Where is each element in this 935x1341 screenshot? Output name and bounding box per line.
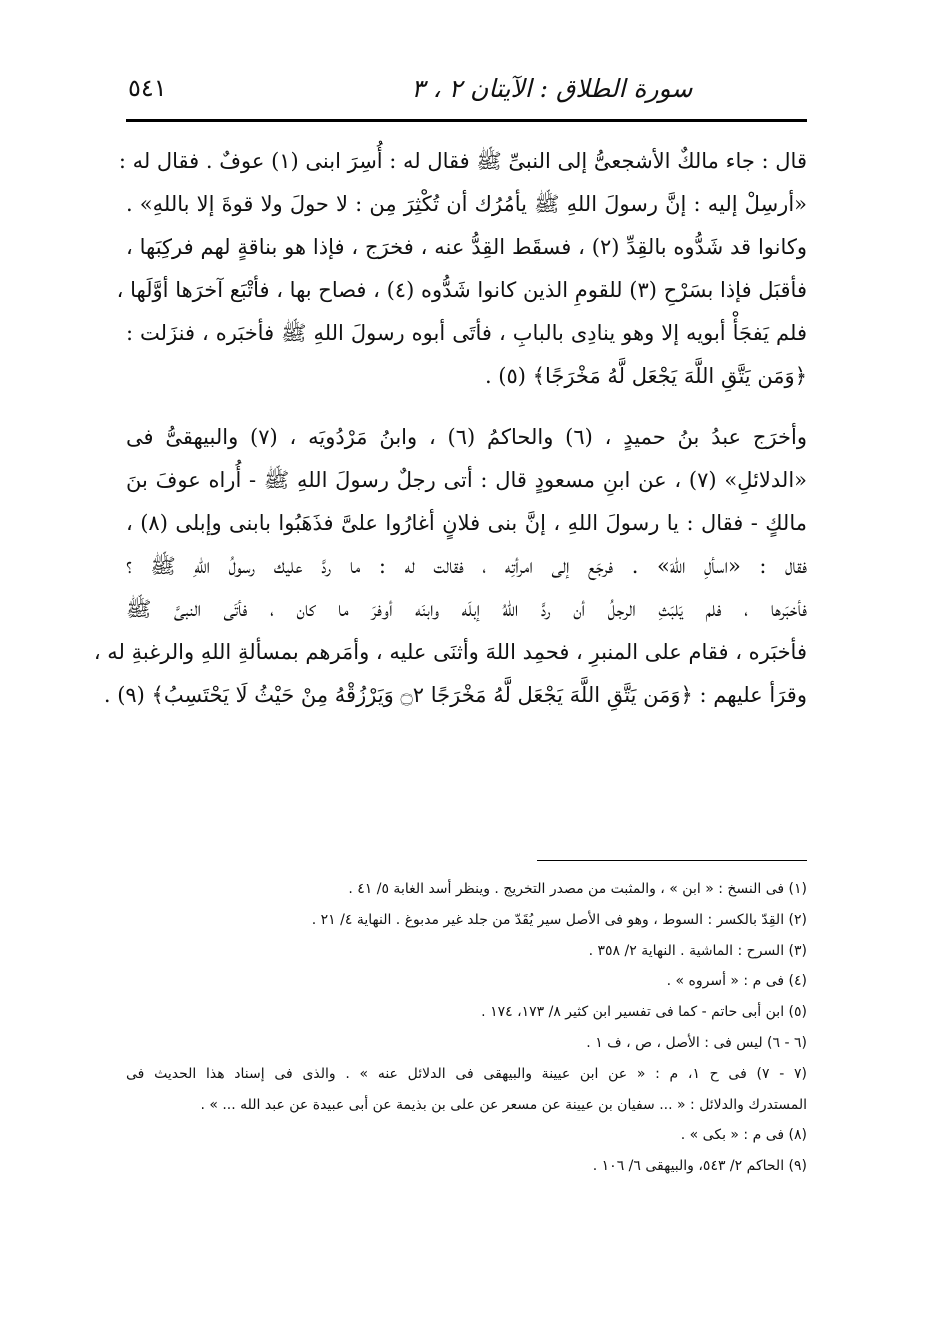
footnote-continuation: المستدرك والدلائل : « ... سفيان بن عيينة عن مسعر عن على بن بذيمة عن أبى عبيدة عن عبد الله ... » . (200, 1096, 807, 1113)
text-line: «أرسِلْ إليه : إنَّ رسولَ اللهِ ﷺ يأمُرُك أن تُكْثِرَ مِن : لا حولَ ولا قوةَ إلا باللهِ» . (126, 192, 807, 216)
text-line: فقال : «اسألِ اللهَ» . فرجَع إلى امرأتِه ، فقالت له : ما ردَّ عليك رسولُ اللهِ ﷺ ؟ (126, 554, 807, 578)
text-line: فأخبَره ، فقام على المنبرِ ، فحمِد اللهَ وأثنَى عليه ، وأمَرهم بمسألةِ اللهِ والرغبةِ له ، (93, 640, 807, 664)
text-line: وكانوا قد شَدُّوه بالقِدِّ (٢) ، فسقَط القِدُّ عنه ، فخرَج ، فإذا هو بناقةٍ لهم فركِبَها ، (126, 235, 808, 259)
text-line: فأقبَل فإذا بسَرْحِ (٣) للقومِ الذين كانوا شَدُّوه (٤) ، فصاح بها ، فأتْبَع آخرَها أوَّلَها ، (116, 278, 807, 302)
footnote: (٣) السرح : الماشية . النهاية ٢/ ٣٥٨ . (588, 942, 807, 959)
footnote: (٥) ابن أبى حاتم - كما فى تفسير ابن كثير ٨/ ١٧٣، ١٧٤ . (481, 1004, 807, 1021)
text-line: فأخبَرها ، فلم يَلبَثِ الرجلُ أن ردَّ اللهُ إبلَه وابنَه أوفرَ ما كان ، فأتَى النبىَّ ﷺ (126, 597, 807, 621)
running-title: سورة الطلاق : الآيتان ٢ ، ٣ (411, 73, 693, 103)
text-line: «الدلائلِ» (٧) ، عن ابنِ مسعودٍ قال : أتى رجلٌ رسولَ اللهِ ﷺ - أُراه عوفَ بنَ (126, 468, 808, 492)
footnotes (126, 874, 807, 1182)
page-number: ٥٤١ (128, 74, 167, 102)
paragraph-gap (126, 398, 807, 416)
text-line: وأخرَج عبدُ بنُ حميدٍ ، (٦) والحاكمُ (٦) ، وابنُ مَرْدُويَه ، (٧) والبيهقىُّ فى (126, 425, 807, 449)
text-line: مالكٍ - فقال : يا رسولَ اللهِ ، إنَّ بنى فلانٍ أغارُوا علىَّ فذَهَبُوا بابنى وإبلى (٨) ، (126, 511, 807, 535)
main-text (93, 140, 808, 717)
text-line: وقرَأ عليهم : ﴿وَمَن يَتَّقِ اللَّهَ يَجْعَل لَّهُ مَخْرَجًا ۝٢ وَيَرْزُقْهُ مِنْ حَيْثُ لَا يَحْتَسِبُ﴾ (٩) . (103, 683, 807, 707)
footnote: (٢) القِدّ بالكسر : السوط ، وهو فى الأصل سير يُقَدّ من جلد غير مدبوغ . النهاية ٤/ ٢١ . (311, 911, 807, 928)
footnote: (٤) فى م : « أسروه » . (666, 973, 807, 990)
footnote: (١) فى النسخ : « ابن » ، والمثبت من مصدر التخريج . وينظر أسد الغابة ٥/ ٤١ . (348, 881, 807, 897)
footnote: (٦ - ٦) ليس فى : الأصل ، ص ، ف ١ . (586, 1034, 807, 1051)
text-line: قال : جاء مالكٌ الأشجعىُّ إلى النبىِّ ﷺ فقال له : أُسِرَ ابنى (١) عوفٌ . فقال له : (118, 149, 807, 173)
footnote: (٧ - ٧) فى ح ١، م : « عن ابن عيينة والبيهقى فى الدلائل عنه » . والذى فى إسناد هذا الحديث فى (126, 1065, 807, 1082)
header-rule (126, 119, 807, 122)
footnote-separator (537, 860, 807, 861)
footnote: (٨) فى م : « بكى » . (680, 1127, 807, 1144)
text-line: فلم يَفجَأْ أبويه إلا وهو ينادِى بالبابِ ، فأتَى أبوه رسولَ اللهِ ﷺ فأخبَره ، فنزَلت : (126, 321, 807, 345)
text-line: ﴿وَمَن يَتَّقِ اللَّهَ يَجْعَل لَّهُ مَخْرَجًا﴾ (٥) . (484, 364, 807, 388)
page-header (128, 66, 807, 110)
footnote: (٩) الحاكم ٢/ ٥٤٣، والبيهقى ٦/ ١٠٦ . (592, 1158, 807, 1175)
